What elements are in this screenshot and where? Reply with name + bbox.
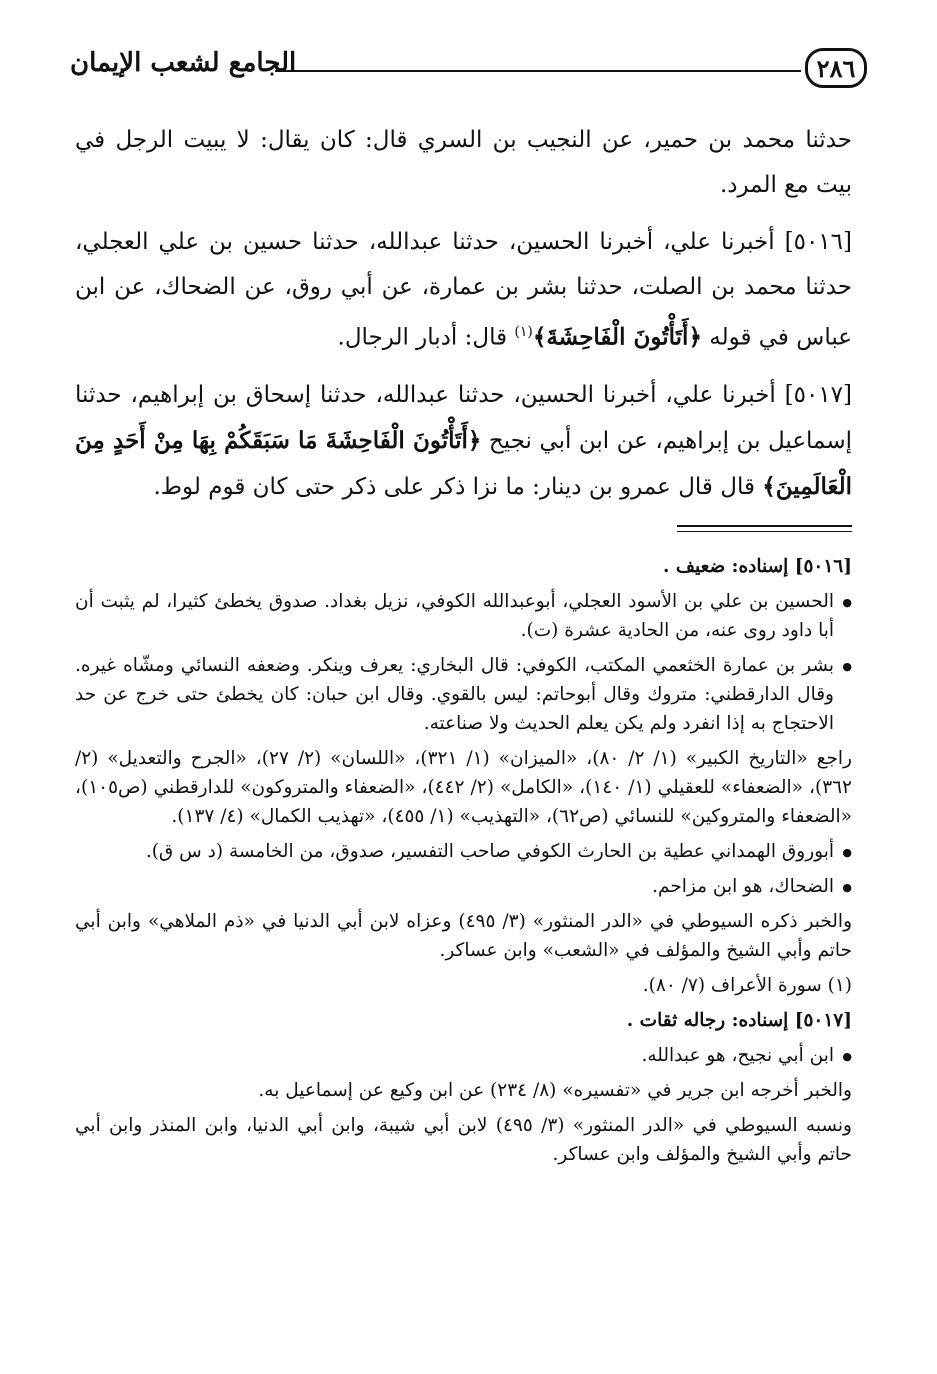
page-header [70,40,867,100]
paragraph-intro [75,118,852,208]
hadith-text: [٥٠١٧] أخبرنا علي، أخبرنا الحسين، حدثنا عبدالله، حدثنا إسحاق بن إبراهيم، حدثنا إسماعيل بن إبراهيم، عن ابن أبي نجيح [75,381,853,454]
footnote-ref: (١) [514,324,533,340]
hadith-5016 [75,220,852,361]
hadith-text-end: قال: أدبار الرجال. [337,324,508,351]
note-bullet: ● الحسين بن علي بن الأسود العجلي، أبوعبدالله الكوفي، نزيل بغداد. صدوق يخطئ كثيرا، لم يثبت أن أبا داود روى عنه، من الحادية عشرة (ت). [75,587,852,645]
note-heading-5017: [٥٠١٧] إسناده: رجاله ثقات . [626,1010,852,1031]
hadith-text-end: قال قال عمرو بن دينار: ما نزا ذكر على ذكر حتى كان قوم لوط. [153,473,755,500]
quran-verse: ﴿أَتَأْتُونَ الْفَاحِشَةَ مَا سَبَقَكُمْ بِهَا مِنْ أَحَدٍ مِنَ الْعَالَمِينَ﴾ [75,426,852,500]
note-bullet: ● أبوروق الهمداني عطية بن الحارث الكوفي صاحب التفسير، صدوق، من الخامسة (د س ق). [75,837,852,866]
main-text [75,118,852,522]
header-rule [275,70,801,72]
page-number: ٢٨٦ [805,48,867,88]
hadith-5017 [75,373,852,510]
note-takhrij: ونسبه السيوطي في «الدر المنثور» (٣/ ٤٩٥) لابن أبي شيبة، وابن أبي الدنيا، وابن المنذر وابن أبي حاتم وأبي الشيخ والمؤلف وابن عساكر. [75,1115,852,1165]
book-title: الجامع لشعب الإيمان [70,48,297,78]
footnote-1: (١) سورة الأعراف (٧/ ٨٠). [642,975,852,996]
note-references: راجع «التاريخ الكبير» (١/ ٢/ ٨٠)، «الميزان» (١/ ٣٢١)، «اللسان» (٢/ ٢٧)، «الجرح والتعديل» (٢/ ٣٦٢)، «الضعفاء» للعقيلي (١/ ١٤٠)، «الكامل» (٢/ ٤٤٢)، «الضعفاء والمتروكون» للدارقطني (ص١٠٥)، «الضعفاء والمتروكين» للنسائي (ص٦٢)، «التهذيب» (١/ ٤٥٥)، «تهذيب الكمال» (٤/ ١٣٧). [75,748,852,827]
footnote-separator [677,525,852,527]
hadith-text: [٥٠١٦] أخبرنا علي، أخبرنا الحسين، حدثنا عبدالله، حدثنا حسين بن علي العجلي، حدثنا محمد بن الصلت، حدثنا بشر بن عمارة، عن أبي روق، عن الضحاك، عن ابن عباس في قوله [75,229,852,351]
note-bullet: ● الضحاك، هو ابن مزاحم. [75,872,852,901]
footnotes [75,552,852,1175]
note-bullet: ● ابن أبي نجيح، هو عبدالله. [75,1041,852,1070]
note-takhrij: والخبر أخرجه ابن جرير في «تفسيره» (٨/ ٢٣٤) عن ابن وكيع عن إسماعيل به. [258,1080,852,1101]
quran-verse: ﴿أَتَأْتُونَ الْفَاحِشَةَ﴾ [532,323,702,351]
paragraph-text: حدثنا محمد بن حمير، عن النجيب بن السري قال: كان يقال: لا يبيت الرجل في بيت مع المرد. [75,127,852,198]
note-heading-5016: [٥٠١٦] إسناده: ضعيف . [662,556,852,577]
note-takhrij: والخبر ذكره السيوطي في «الدر المنثور» (٣/ ٤٩٥) وعزاه لابن أبي الدنيا في «ذم الملاهي» وابن أبي حاتم وأبي الشيخ والمؤلف في «الشعب» وابن عساكر. [75,911,852,961]
note-bullet: ● بشر بن عمارة الخثعمي المكتب، الكوفي: قال البخاري: يعرف وينكر. وضعفه النسائي ومشّاه غيره. وقال الدارقطني: متروك وقال أبوحاتم: ليس بالقوي. وقال ابن حبان: كان يخطئ حتى خرج عن حد الاحتجاج به إذا انفرد ولم يكن يعلم الحديث ولا صناعته. [75,651,852,738]
footnote-separator-thin [677,531,852,532]
